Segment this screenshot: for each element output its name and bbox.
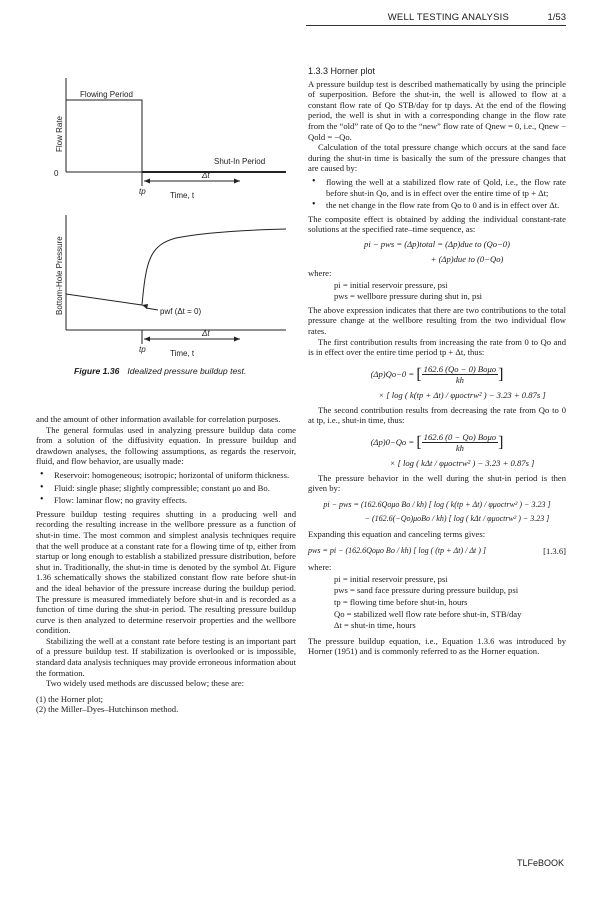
equation-superposition: pi − pws = (Δp)total = (Δp)due to (Qo−0) (364, 238, 510, 249)
time-label-bottom: Time, t (170, 349, 195, 358)
equation-number: [1.3.6] (543, 545, 566, 556)
eq3-lhs: (Δp)0−Qo = (370, 436, 415, 447)
eq2-lhs: (Δp)Qo−0 = (370, 368, 415, 379)
left-para-1: and the amount of other information available for correlation purposes. (36, 414, 281, 424)
right-para-7: The pressure behavior in the well during the shut-in period is then given by: (308, 472, 566, 494)
running-title: WELL TESTING ANALYSIS (387, 12, 509, 23)
method-item: (2) the Miller–Dyes–Hutchinson method. (36, 704, 179, 715)
contribution-list (308, 177, 566, 211)
equation-superposition-cont: + (Δp)due to (0−Qo) (430, 253, 504, 264)
flow-rate-axis-label: Flow Rate (55, 115, 64, 152)
page-header (0, 8, 604, 26)
where-item: pi = initial reservoir pressure, psi (334, 573, 448, 584)
right-para-1: A pressure buildup test is described mathematically by using the principle of superposition. Before the shut-in, the well is allowed to flow at a constant flow rate of Qo STB/day for tp days. At the end of the flowing period, the well is shut in with a corresponding change in the flow rate from the “old” rate of Qo to the “new” flow rate of Qnew = 0, i.e., Qnew − Qold = −Qo. (308, 78, 566, 142)
flow-rate-line (66, 100, 142, 172)
header-rule (306, 25, 566, 26)
pressure-curve (66, 229, 286, 305)
equation-second-contribution-log: × [ log ( kΔt / φμoctrw² ) − 3.23 + 0.87s ] (389, 458, 535, 468)
time-label-top: Time, t (170, 191, 195, 200)
right-para-5: The first contribution results from increasing the rate from 0 to Qo and is in effect over the entire time period tp + Δt, thus: (308, 336, 566, 358)
left-para-2: The general formulas used in analyzing pressure buildup data come from a solution of the diffusivity equation. In pressure buildup and drawdown analyses, the following assumptions, as regards the reservoir, fluid, and flow behavior, are usually made: (36, 424, 296, 467)
tp-label-bottom: tp (139, 345, 146, 354)
where-label: where: (308, 562, 332, 573)
figure-caption (74, 366, 246, 376)
pressure-axis-label: Bottom-Hole Pressure (55, 236, 64, 315)
equation-horner-row (308, 546, 566, 557)
eq3-numerator: 162.6 (0 − Qo) Boμo (423, 431, 497, 442)
where-item: pws = wellbore pressure during shut in, psi (334, 291, 483, 302)
right-para-8: Expanding this equation and canceling terms gives: (308, 528, 486, 539)
assumption-item: • Flow: laminar flow; no gravity effects. (48, 495, 296, 506)
pwf-label: pwf (Δt = 0) (160, 307, 202, 316)
left-column (36, 414, 296, 715)
equation-second-contribution: (Δp)0−Qo = [ $\frac{\text{162.6 (0 − Qo) Boμo}}{kh}$ ] (370, 431, 504, 454)
eq3-denominator: kh (455, 443, 464, 454)
eq2-denominator: kh (455, 375, 464, 386)
method-item: (1) the Horner plot; (36, 693, 104, 704)
equation-first-contribution-log: × [ log ( k(tp + Δt) / φμoctrw² ) − 3.23 + 0.87s ] (378, 390, 546, 401)
right-para-6: The second contribution results from decreasing the rate from Qo to 0 at tp, i.e., shut-in time, thus: (308, 404, 566, 426)
right-column (308, 66, 566, 657)
left-para-4: Stabilizing the well at a constant rate before testing is an important part of a pressure buildup test. If stabilization is overlooked or is impossible, standard data analysis techniques may provide erroneous information about the formation. (36, 635, 296, 678)
assumption-list (36, 470, 296, 506)
right-para-3: The composite effect is obtained by adding the individual constant-rate solutions at the specified rate–time sequence, as: (308, 213, 566, 235)
eq2-numerator: 162.6 (Qo − 0) Boμo (423, 363, 497, 374)
contribution-item: • flowing the well at a stabilized flow rate of Qold, i.e., the flow rate before shut-in Qo, and is in effect over the entire time of tp + Δt; (320, 177, 566, 198)
where-label: where: (308, 268, 332, 279)
page-number: 1/53 (547, 12, 566, 23)
assumption-item: • Reservoir: homogeneous; isotropic; horizontal of uniform thickness. (48, 470, 296, 481)
figure-buildup-test (36, 60, 298, 360)
left-para-3: Pressure buildup testing requires shutting in a producing well and recording the resulting increase in the wellbore pressure as a function of shut-in time. The most common and simplest analysis techniques require that the well produce at a constant rate for a flowing time of tp, either from startup or long enough to establish a stabilized pressure distribution, before shut in. Traditionally, the shut-in time is denoted by the symbol Δt. Figure 1.36 schematically shows the stabilized constant flow rate before shut-in and the ideal behavior of the pressure increase during the buildup period. The pressure is measured immediately before shut-in and is recorded as a function of time during the shut-in period. The resulting pressure buildup curve is then analyzed to determine reservoir properties and the wellbore condition. (36, 508, 296, 636)
where-item: pi = initial reservoir pressure, psi (334, 279, 448, 290)
delta-t-label-bottom: Δt (202, 329, 210, 338)
caption-text: Idealized pressure buildup test. (127, 366, 247, 376)
tp-label-top: tp (139, 187, 146, 196)
right-para-4: The above expression indicates that there are two contributions to the total pressure change at the wellbore resulting from the two individual flow rates. (308, 304, 566, 337)
equation-shutin: pi − pws = (162.6Qoμo Bo / kh) [ log ( k(tp + Δt) / φμoctrw² ) − 3.23 ] (323, 499, 551, 509)
left-para-5: Two widely used methods are discussed below; these are: (46, 678, 244, 689)
contribution-item: • the net change in the flow rate from Qo to 0 and is in effect over Δt. (320, 200, 566, 211)
flowing-period-label: Flowing Period (80, 90, 133, 99)
section-heading: 1.3.3 Horner plot (308, 66, 376, 76)
where-item: Δt = shut-in time, hours (334, 620, 416, 631)
right-para-9: The pressure buildup equation, i.e., Equation 1.3.6 was introduced by Horner (1951) and is commonly referred to as the Horner equation. (308, 635, 566, 657)
footer-text: TLFeBOOK (516, 858, 564, 868)
shutin-period-label: Shut-In Period (214, 157, 266, 166)
delta-t-label-top: Δt (202, 171, 210, 180)
where-item: pws = sand face pressure during pressure buildup, psi (334, 585, 519, 596)
where-item: tp = flowing time before shut-in, hours (334, 596, 468, 607)
equation-horner: pws = pi − (162.6Qoμo Bo / kh) [ log ( (tp + Δt) / Δt ) ] (308, 545, 487, 555)
zero-label: 0 (54, 169, 59, 178)
right-para-2: Calculation of the total pressure change which occurs at the sand face during the shut-in time is basically the sum of the pressure changes that are caused by: (308, 142, 566, 174)
equation-first-contribution: (Δp)Qo−0 = [ $\frac{\text{162.6 (Qo − 0) Boμo}}{kh}$ ] (370, 363, 504, 386)
assumption-item: • Fluid: single phase; slightly compressible; constant μo and Bo. (48, 483, 296, 494)
caption-label: Figure 1.36 (74, 366, 120, 376)
where-item: Qo = stabilized well flow rate before shut-in, STB/day (334, 608, 522, 619)
equation-shutin-cont: − (162.6(−Qo)μoBo / kh) [ log ( kΔt / φμoctrw² ) − 3.23 ] (364, 514, 550, 524)
